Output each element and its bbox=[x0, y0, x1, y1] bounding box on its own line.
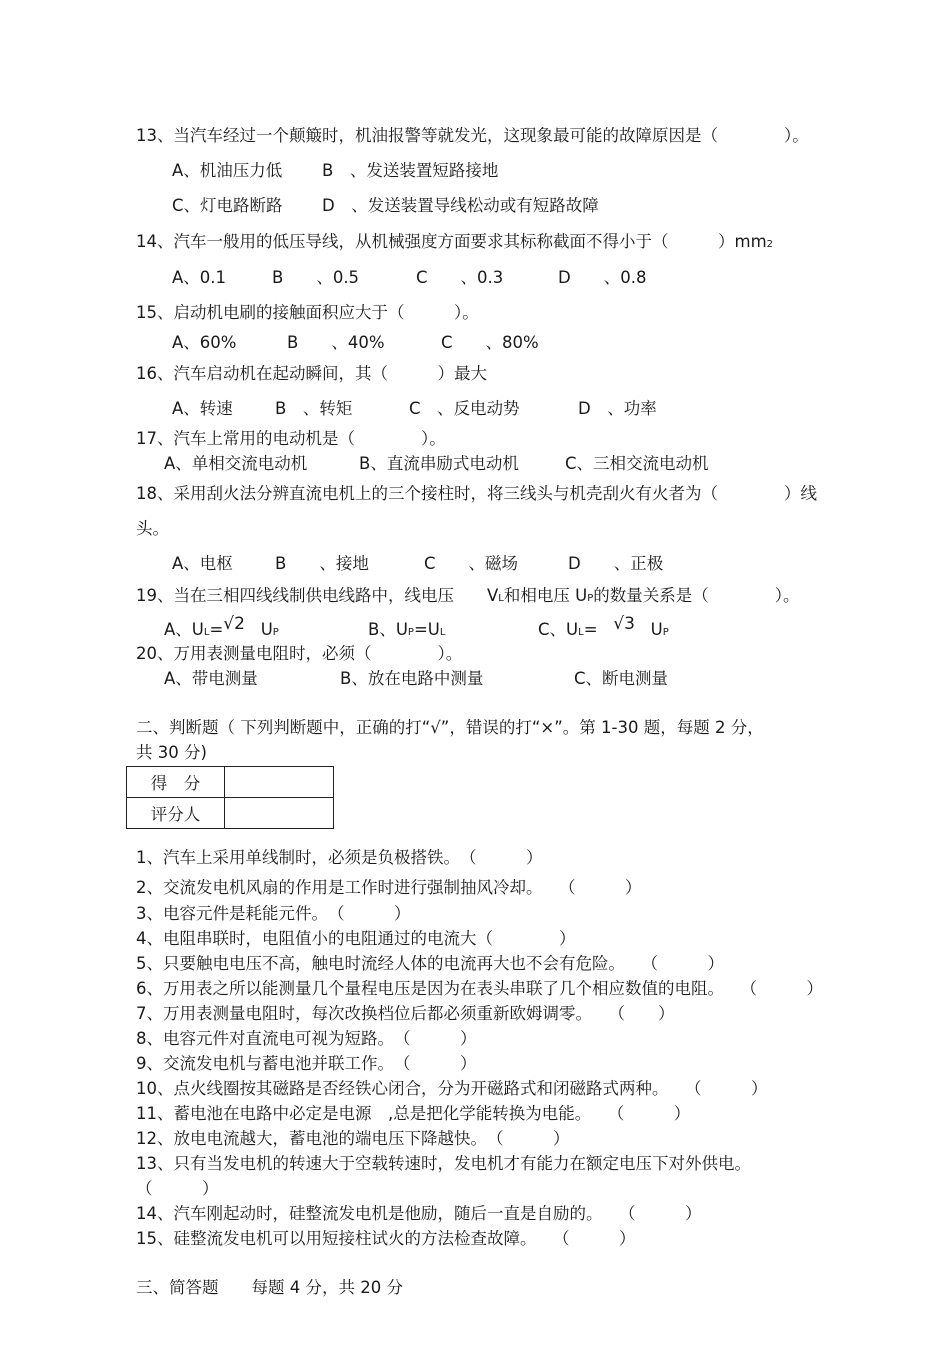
judge-item: 5、只要触电电压不高，触电时流经人体的电流再大也不会有危险。 （ ） bbox=[136, 954, 724, 973]
q19-option-b-sub-l: L bbox=[439, 627, 446, 638]
q15-option-c: C 、80% bbox=[441, 333, 539, 352]
q13-option-c: C、灯电路断路 bbox=[172, 196, 283, 215]
judge-item: 3、电容元件是耗能元件。 （ ） bbox=[136, 904, 411, 923]
q19-subscript-l: L bbox=[498, 593, 504, 604]
grader-row bbox=[127, 798, 334, 829]
q17-option-c: C、三相交流电动机 bbox=[565, 454, 709, 473]
q18-stem-continued: 头。 bbox=[136, 519, 169, 538]
q19-stem-mid: 和相电压 U bbox=[503, 586, 588, 605]
q19-option-b-eq: =U bbox=[413, 620, 440, 639]
q16-option-d: D 、功率 bbox=[578, 399, 657, 418]
grader-label: 评分人 bbox=[127, 798, 225, 829]
judge-item: 13、只有当发电机的转速大于空载转速时，发电机才有能力在额定电压下对外供电。 bbox=[136, 1154, 751, 1173]
q19-option-a-sub-p: P bbox=[272, 627, 279, 638]
q19-option-a-u: U bbox=[260, 620, 273, 639]
q19-option-b-sub-p: P bbox=[407, 627, 414, 638]
q19-option-b bbox=[368, 620, 445, 643]
q14-option-a: A、0.1 bbox=[172, 268, 227, 287]
q18-stem: 18、采用刮火法分辨直流电机上的三个接柱时，将三线头与机壳刮火有火者为（ ）线 bbox=[136, 484, 817, 503]
q17-stem: 17、汽车上常用的电动机是（ ）。 bbox=[136, 429, 446, 448]
judge-item-continued: （ ） bbox=[136, 1179, 219, 1198]
score-label: 得 分 bbox=[127, 767, 225, 798]
judge-item: 8、电容元件对直流电可视为短路。 （ ） bbox=[136, 1029, 477, 1048]
q19-stem bbox=[136, 586, 799, 609]
q20-option-a: A、带电测量 bbox=[164, 669, 258, 688]
judge-item: 12、放电电流越大，蓄电池的端电压下降越快。 （ ） bbox=[136, 1129, 570, 1148]
q19-option-a-label: A、U bbox=[164, 620, 204, 639]
judge-item: 9、交流发电机与蓄电池并联工作。 （ ） bbox=[136, 1054, 477, 1073]
q19-option-c-radical: √3 bbox=[613, 614, 635, 634]
judge-item: 7、万用表测量电阻时，每次改换档位后都必须重新欧姆调零。 （ ） bbox=[136, 1004, 675, 1023]
q19-option-a-radical: √2 bbox=[223, 614, 245, 634]
q19-option-a-eq: = bbox=[209, 620, 224, 639]
q16-stem: 16、汽车启动机在起动瞬间，其（ ）最大 bbox=[136, 364, 487, 383]
q14-stem bbox=[136, 232, 773, 255]
q18-option-d: D 、正极 bbox=[568, 554, 664, 573]
q16-option-c: C 、反电动势 bbox=[409, 399, 520, 418]
q14-unit-superscript: 2 bbox=[766, 239, 774, 250]
q20-stem: 20、万用表测量电阻时，必须（ ）。 bbox=[136, 644, 463, 663]
q20-option-c: C、断电测量 bbox=[574, 669, 669, 688]
judge-item: 2、交流发电机风扇的作用是工作时进行强制抽风冷却。 （ ） bbox=[136, 878, 642, 897]
q18-option-c: C 、磁场 bbox=[424, 554, 519, 573]
q16-option-a: A、转速 bbox=[172, 399, 233, 418]
q19-option-c-sub-p: P bbox=[662, 627, 669, 638]
section2-heading: 二、判断题（ 下列判断题中，正确的打“√”，错误的打“×”。第 1-30 题，每题 2 分， bbox=[136, 718, 764, 737]
section2-heading-continued: 共 30 分) bbox=[136, 743, 207, 762]
judge-item: 11、蓄电池在电路中必定是电源 ,总是把化学能转换为电能。 （ ） bbox=[136, 1104, 691, 1123]
judge-item: 4、电阻串联时，电阻值小的电阻通过的电流大（ ） bbox=[136, 929, 576, 948]
q20-option-b: B、放在电路中测量 bbox=[340, 669, 484, 688]
q13-option-d: D 、发送装置导线松动或有短路故障 bbox=[322, 196, 599, 215]
q19-option-c bbox=[538, 614, 669, 643]
q18-option-a: A、电枢 bbox=[172, 554, 233, 573]
q17-option-b: B、直流串励式电动机 bbox=[359, 454, 519, 473]
q14-option-d: D 、0.8 bbox=[558, 268, 647, 287]
judge-item: 14、汽车刚起动时，硅整流发电机是他励，随后一直是自励的。 （ ） bbox=[136, 1204, 702, 1223]
q13-stem: 13、当汽车经过一个颠簸时，机油报警等就发光，这现象最可能的故障原因是（ ）。 bbox=[136, 126, 809, 145]
score-row bbox=[127, 767, 334, 798]
judge-item: 15、硅整流发电机可以用短接柱试火的方法检查故障。 （ ） bbox=[136, 1229, 636, 1248]
q14-option-c: C 、0.3 bbox=[416, 268, 504, 287]
q19-option-a-sub-l: L bbox=[203, 627, 210, 638]
q19-option-c-sub-l: L bbox=[578, 627, 584, 638]
q19-option-b-label: B、U bbox=[368, 620, 408, 639]
q17-option-a: A、单相交流电动机 bbox=[164, 454, 308, 473]
q13-option-a: A、机油压力低 bbox=[172, 161, 283, 180]
q18-option-b: B 、接地 bbox=[275, 554, 369, 573]
q19-option-c-label: C、U bbox=[538, 620, 579, 639]
q19-option-a bbox=[164, 614, 279, 643]
q15-option-b: B 、40% bbox=[287, 333, 385, 352]
q13-option-b: B 、发送装置短路接地 bbox=[322, 161, 499, 180]
q16-option-b: B 、转矩 bbox=[275, 399, 353, 418]
q19-stem-post: 的数量关系是（ ）。 bbox=[593, 586, 800, 605]
judge-item: 1、汽车上采用单线制时，必须是负极搭铁。 （ ） bbox=[136, 848, 543, 867]
judge-item: 6、万用表之所以能测量几个量程电压是因为在表头串联了几个相应数值的电阻。 （ ） bbox=[136, 979, 823, 998]
q19-option-c-eq: = bbox=[583, 620, 598, 639]
section3-heading: 三、简答题 每题 4 分，共 20 分 bbox=[136, 1278, 403, 1297]
judge-item: 10、点火线圈按其磁路是否经铁心闭合，分为开磁路式和闭磁路式两种。 （ ） bbox=[136, 1079, 768, 1098]
q19-subscript-p: P bbox=[587, 593, 594, 604]
score-value-cell[interactable] bbox=[225, 767, 334, 798]
q14-option-b: B 、0.5 bbox=[272, 268, 360, 287]
score-table bbox=[126, 766, 334, 829]
q19-option-c-u: U bbox=[650, 620, 663, 639]
grader-value-cell[interactable] bbox=[225, 798, 334, 829]
q15-stem: 15、启动机电刷的接触面积应大于（ ）。 bbox=[136, 303, 479, 322]
q14-stem-text: 14、汽车一般用的低压导线，从机械强度方面要求其标称截面不得小于（ ）mm bbox=[136, 232, 767, 251]
q15-option-a: A、60% bbox=[172, 333, 237, 352]
q19-stem-pre: 19、当在三相四线线制供电线路中，线电压 V bbox=[136, 586, 499, 605]
